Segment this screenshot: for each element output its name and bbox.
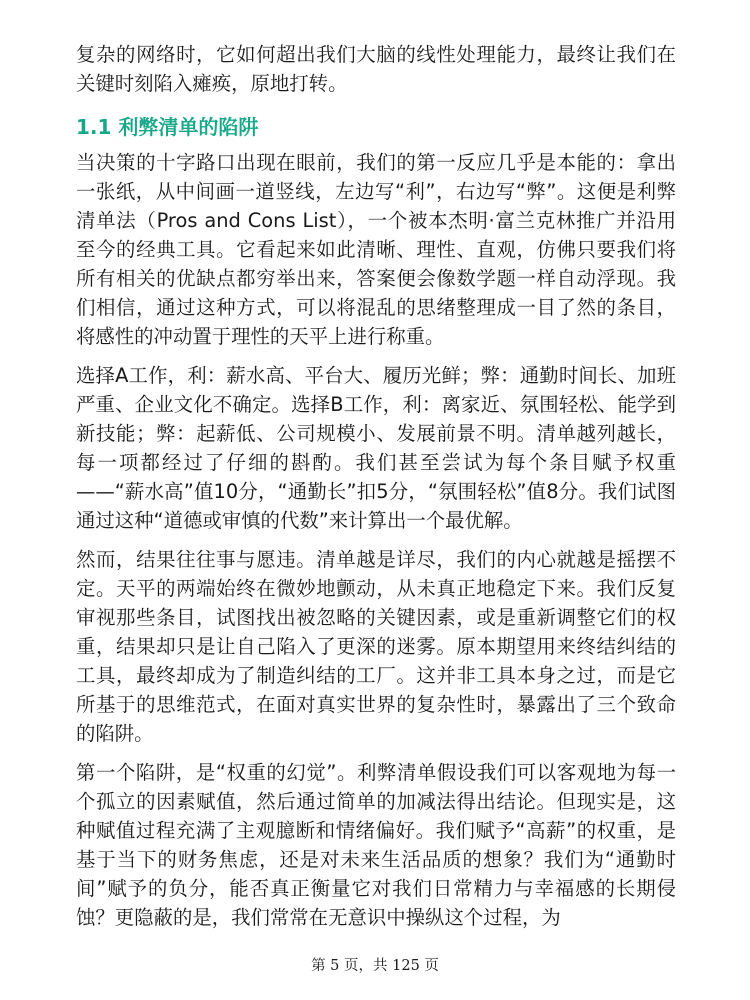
body-paragraph-2: 选择A工作，利：薪水高、平台大、履历光鲜；弊：通勤时间长、加班严重、企业文化不确定。选择B工作，利：离家近、氛围轻松、能学到新技能；弊：起薪低、公司规模小、发展前景不明。清单越列越长，每一项都经过了仔细的斟酌。我们甚至尝试为每个条目赋予权重——“薪水高”值10分，“通勤长”扣5分，“氛围轻松”值8分。我们试图通过这种“道德或审慎的代数”来计算出一个最优解。 [76, 364, 676, 532]
body-paragraph-1: 当决策的十字路口出现在眼前，我们的第一反应几乎是本能的：拿出一张纸，从中间画一道竖线，左边写“利”，右边写“弊”。这便是利弊清单法（Pros and Cons List），一个被本杰明·富兰克林推广并沿用至今的经典工具。它看起来如此清晰、理性、直观，仿佛只要我们将所有相关的优缺点都穷举出来，答案便会像数学题一样自动浮现。我们相信，通过这种方式，可以将混乱的思绪整理成一目了然的条目，将感性的冲动置于理性的天平上进行称重。 [76, 151, 676, 348]
section-heading: 1.1 利弊清单的陷阱 [76, 115, 259, 139]
document-page [76, 40, 676, 942]
body-paragraph-4: 第一个陷阱，是“权重的幻觉”。利弊清单假设我们可以客观地为每一个孤立的因素赋值，然后通过简单的加减法得出结论。但现实是，这种赋值过程充满了主观臆断和情绪偏好。我们赋予“高薪”的权重，是基于当下的财务焦虑，还是对未来生活品质的想象？我们为“通勤时间”赋予的负分，能否真正衡量它对我们日常精力与幸福感的长期侵蚀？更隐蔽的是，我们常常在无意识中操纵这个过程，为 [76, 761, 676, 929]
body-paragraph-3: 然而，结果往往事与愿违。清单越是详尽，我们的内心就越是摇摆不定。天平的两端始终在微妙地颤动，从未真正地稳定下来。我们反复审视那些条目，试图找出被忽略的关键因素，或是重新调整它们的权重，结果却只是让自己陷入了更深的迷雾。原本期望用来终结纠结的工具，最终却成为了制造纠结的工厂。这并非工具本身之过，而是它所基于的思维范式，在面对真实世界的复杂性时，暴露出了三个致命的陷阱。 [76, 548, 676, 745]
page-number-footer: 第 5 页，共 125 页 [311, 958, 439, 974]
intro-paragraph: 复杂的网络时，它如何超出我们大脑的线性处理能力，最终让我们在关键时刻陷入瘫痪，原地打转。 [76, 43, 676, 95]
